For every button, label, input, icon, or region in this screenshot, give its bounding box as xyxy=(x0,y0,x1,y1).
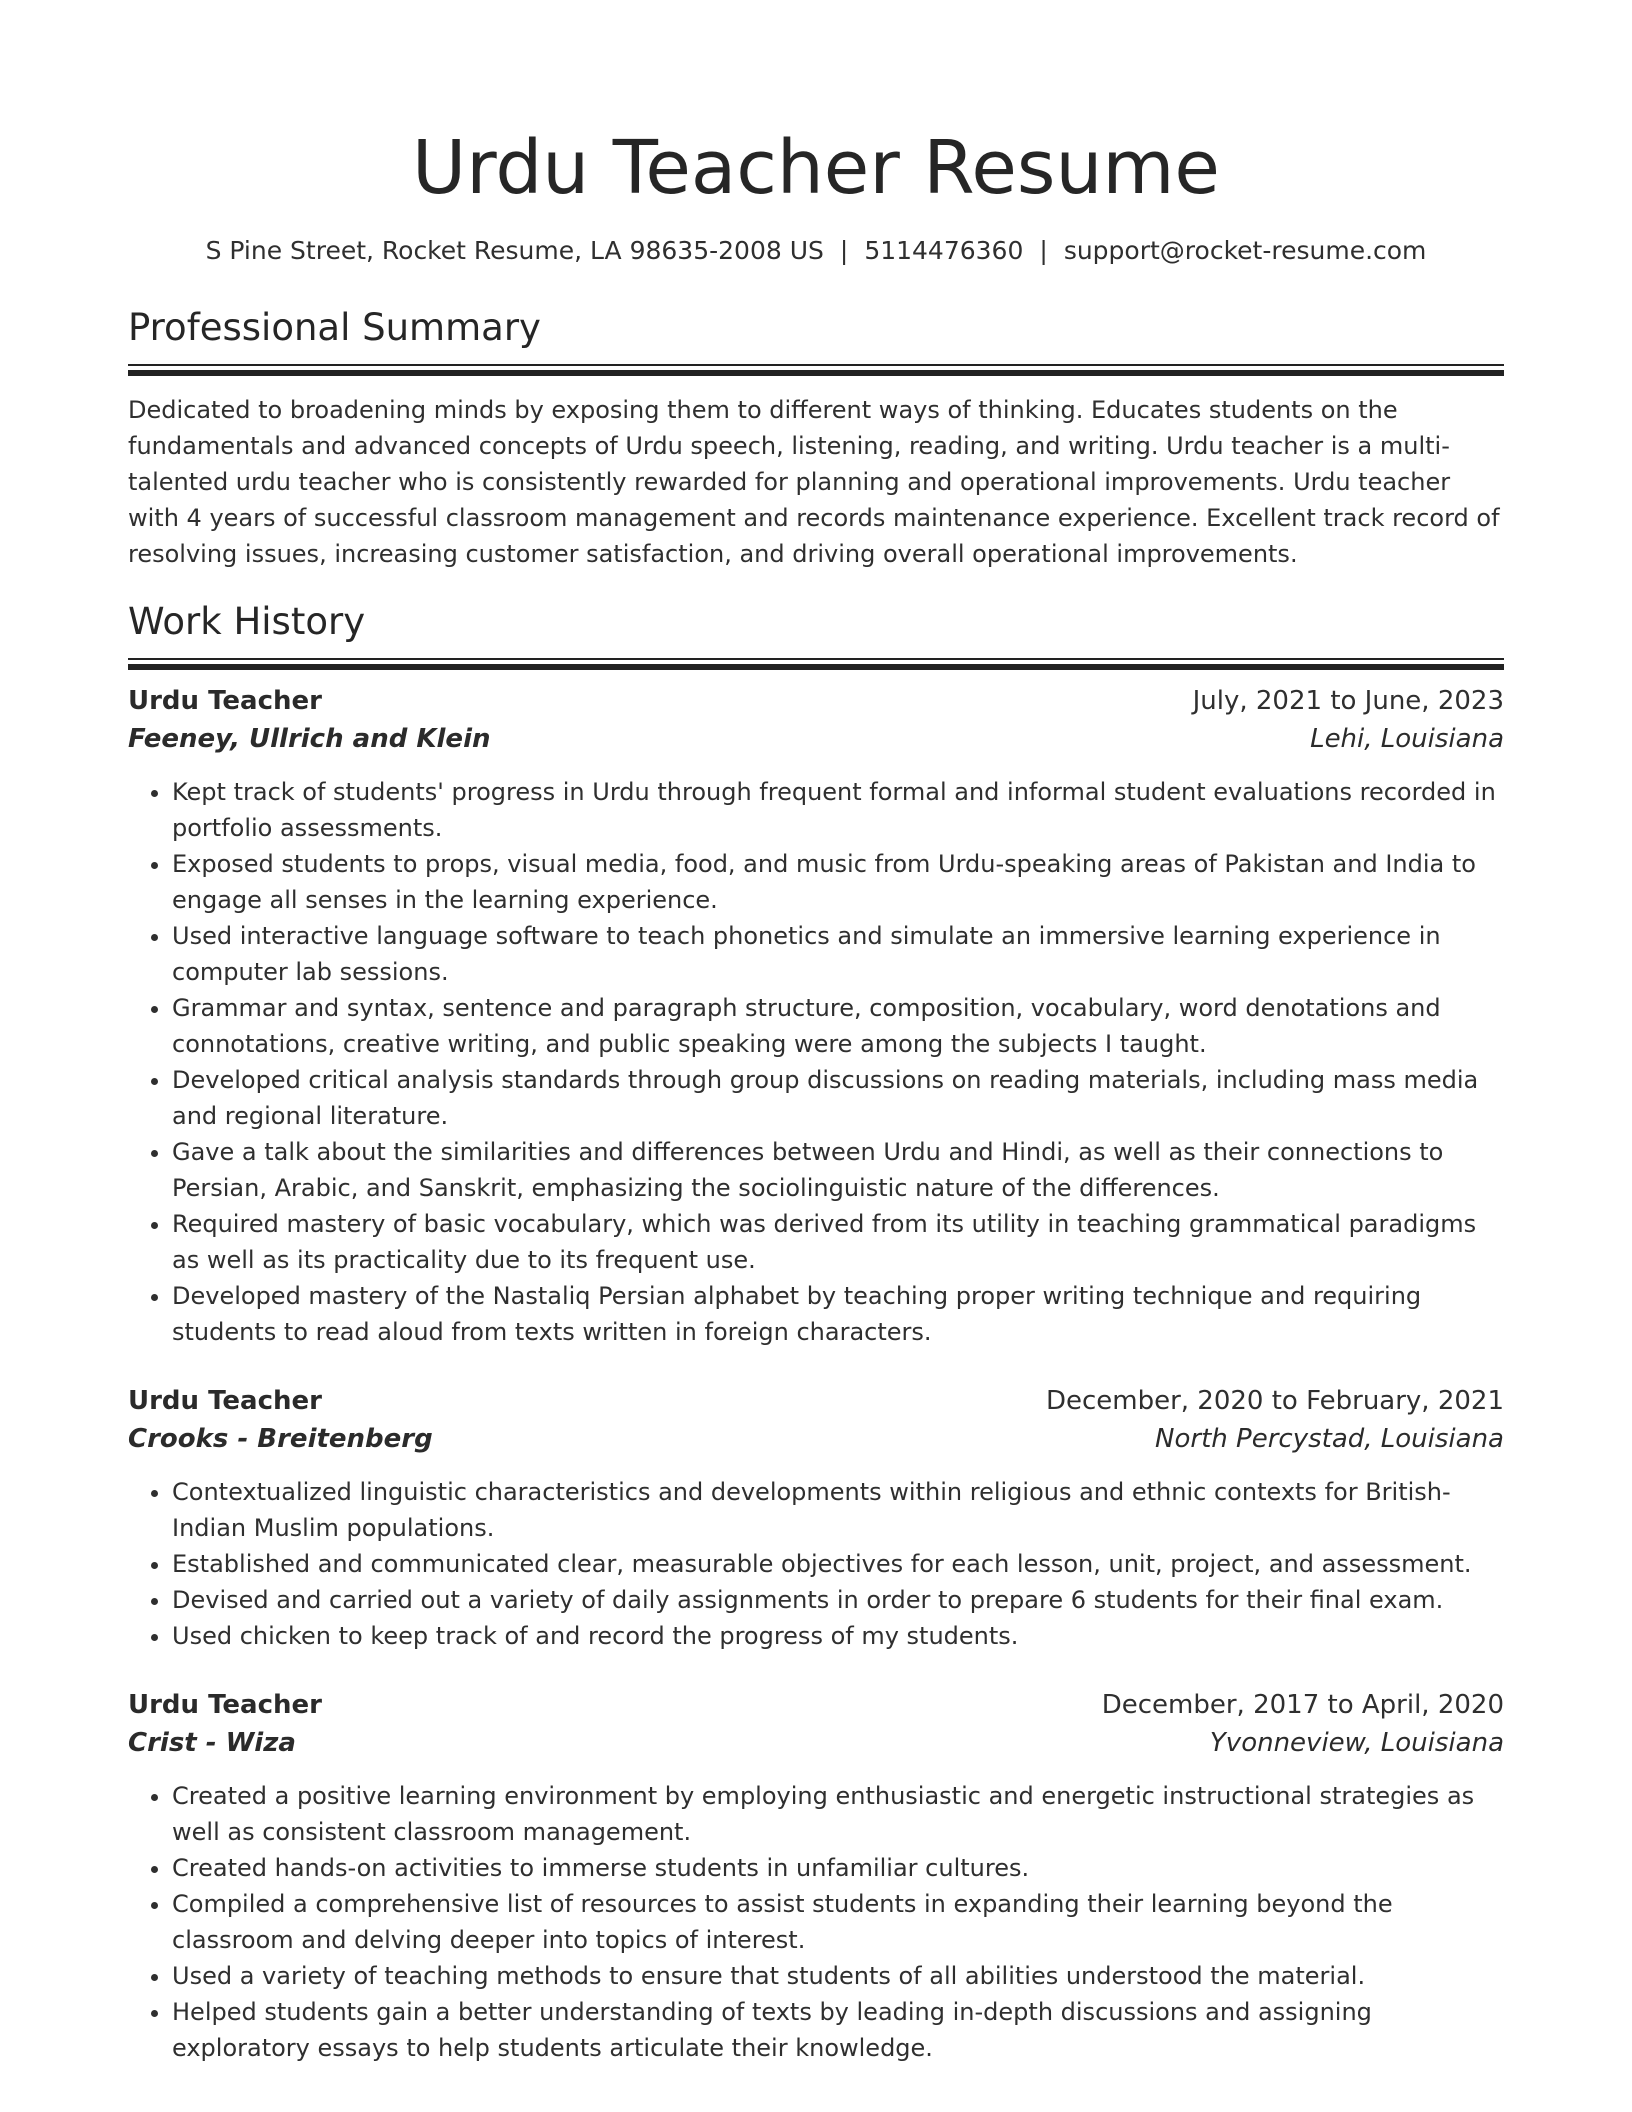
job-entry xyxy=(128,682,1504,1350)
job-bullet: • Created a positive learning environment by employing enthusiastic and energetic instructional strategies as well as consistent classroom management. xyxy=(172,1778,1504,1850)
work-history-section xyxy=(128,598,1504,2066)
summary-section xyxy=(128,304,1504,572)
resume-page xyxy=(128,0,1504,2066)
job-bullet: • Established and communicated clear, measurable objectives for each lesson, unit, project, and assessment. xyxy=(172,1546,1504,1582)
contact-email: support@rocket-resume.com xyxy=(1063,236,1427,265)
job-dates: July, 2021 to June, 2023 xyxy=(1192,686,1504,716)
job-bullet: • Required mastery of basic vocabulary, which was derived from its utility in teaching grammatical paradigms as well as its practicality due to its frequent use. xyxy=(172,1206,1504,1278)
contact-line xyxy=(128,234,1504,268)
job-bullets xyxy=(128,774,1504,1350)
job-location: North Percystad, Louisiana xyxy=(1155,1424,1504,1454)
section-heading-work-history: Work History xyxy=(128,600,366,643)
job-title: Urdu Teacher xyxy=(128,686,322,716)
job-bullets xyxy=(128,1474,1504,1654)
job-entry xyxy=(128,1382,1504,1654)
job-company: Crist - Wiza xyxy=(128,1728,296,1758)
job-bullet: • Developed mastery of the Nastaliq Persian alphabet by teaching proper writing technique and requiring students to read aloud from texts written in foreign characters. xyxy=(172,1278,1504,1350)
job-entry xyxy=(128,1686,1504,2066)
job-bullet: • Compiled a comprehensive list of resources to assist students in expanding their learning beyond the classroom and delving deeper into topics of interest. xyxy=(172,1886,1504,1958)
resume-title: Urdu Teacher Resume xyxy=(412,125,1220,211)
job-location: Yvonneview, Louisiana xyxy=(1209,1728,1504,1758)
contact-separator: | xyxy=(1039,236,1048,265)
job-bullet: • Used interactive language software to teach phonetics and simulate an immersive learning experience in computer lab sessions. xyxy=(172,918,1504,990)
section-heading-summary: Professional Summary xyxy=(128,306,541,349)
job-bullet: • Kept track of students' progress in Urdu through frequent formal and informal student evaluations recorded in portfolio assessments. xyxy=(172,774,1504,846)
job-bullet: • Created hands-on activities to immerse students in unfamiliar cultures. xyxy=(172,1850,1504,1886)
job-bullet: • Developed critical analysis standards through group discussions on reading materials, including mass media and regional literature. xyxy=(172,1062,1504,1134)
job-bullet: • Contextualized linguistic characteristics and developments within religious and ethnic contexts for British-Indian Muslim populations. xyxy=(172,1474,1504,1546)
job-bullet: • Devised and carried out a variety of daily assignments in order to prepare 6 students for their final exam. xyxy=(172,1582,1504,1618)
contact-address: S Pine Street, Rocket Resume, LA 98635-2008 US xyxy=(205,236,824,265)
job-title: Urdu Teacher xyxy=(128,1386,322,1416)
job-bullets xyxy=(128,1778,1504,2066)
job-bullet: • Gave a talk about the similarities and differences between Urdu and Hindi, as well as their connections to Persian, Arabic, and Sanskrit, emphasizing the sociolinguistic nature of the differences. xyxy=(172,1134,1504,1206)
job-dates: December, 2020 to February, 2021 xyxy=(1045,1386,1504,1416)
contact-phone: 5114476360 xyxy=(864,236,1024,265)
job-bullet: • Used chicken to keep track of and record the progress of my students. xyxy=(172,1618,1504,1654)
job-company: Feeney, Ullrich and Klein xyxy=(128,724,491,754)
job-location: Lehi, Louisiana xyxy=(1310,724,1504,754)
job-company: Crooks - Breitenberg xyxy=(128,1424,433,1454)
section-divider xyxy=(128,658,1504,670)
job-bullet: • Exposed students to props, visual media, food, and music from Urdu-speaking areas of Pakistan and India to engage all senses in the learning experience. xyxy=(172,846,1504,918)
job-bullet: • Helped students gain a better understanding of texts by leading in-depth discussions and assigning exploratory essays to help students articulate their knowledge. xyxy=(172,1994,1504,2066)
section-divider xyxy=(128,364,1504,376)
job-bullet: • Grammar and syntax, sentence and paragraph structure, composition, vocabulary, word denotations and connotations, creative writing, and public speaking were among the subjects I taught. xyxy=(172,990,1504,1062)
job-bullet: • Used a variety of teaching methods to ensure that students of all abilities understood the material. xyxy=(172,1958,1504,1994)
contact-separator: | xyxy=(839,236,849,265)
job-title: Urdu Teacher xyxy=(128,1690,322,1720)
summary-text: Dedicated to broadening minds by exposing them to different ways of thinking. Educates students on the fundamentals and advanced concepts of Urdu speech, listening, reading, and writing. Urdu teacher is a multi-talented urdu teacher who is consistently rewarded for planning and operational improvements. Urdu teacher with 4 years of successful classroom management and records maintenance experience. Excellent track record of resolving issues, increasing customer satisfaction, and driving overall operational improvements. xyxy=(128,396,1500,568)
job-dates: December, 2017 to April, 2020 xyxy=(1101,1690,1504,1720)
